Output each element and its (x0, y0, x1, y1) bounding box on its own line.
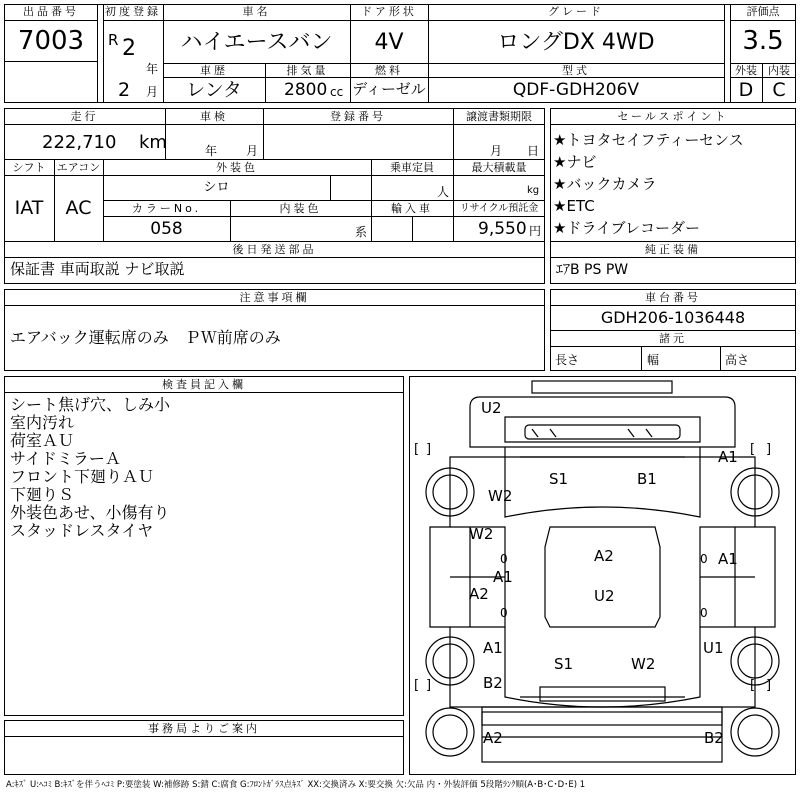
lot-no-label: 出品番号 (23, 5, 79, 18)
inspection-month-unit: 月 (246, 144, 259, 158)
grade: ロングDX 4WD (497, 30, 655, 55)
notes-label: 注意事項欄 (239, 291, 310, 304)
inspector-line: 室内汚れ (10, 413, 75, 432)
shift: IAT (14, 197, 44, 219)
length-label: 長さ (555, 353, 580, 367)
sales-point: ★ドライブレコーダー (553, 219, 700, 237)
later-parts-label: 後日発送部品 (232, 243, 317, 256)
transfer-day-unit: 日 (527, 144, 540, 158)
mileage-label: 走行 (70, 110, 99, 123)
sales-point: ★ナビ (553, 153, 597, 171)
damage-mark: W2 (488, 487, 513, 505)
svg-text:[: [ (414, 442, 420, 457)
score-label: 評価点 (746, 5, 780, 18)
svg-text:[: [ (414, 678, 420, 693)
small-mark: 0 (700, 606, 708, 620)
reg-no-label: 登録番号 (330, 110, 386, 123)
displacement: 2800 (284, 80, 328, 100)
model-label: 型式 (562, 64, 590, 77)
month-unit: 月 (146, 85, 159, 99)
int-color-unit: 系 (355, 225, 368, 239)
score: 3.5 (742, 26, 784, 56)
damage-mark: A1 (718, 448, 738, 466)
car-name-label: 車名 (242, 5, 271, 18)
vehicle-diagram-svg (410, 377, 795, 774)
grade-label: グレード (548, 5, 604, 18)
svg-text:]: ] (426, 442, 432, 457)
model: QDF-GDH206V (512, 80, 640, 100)
damage-mark: S1 (554, 655, 574, 673)
damage-mark: U2 (481, 399, 502, 417)
max-load-unit: kg (527, 185, 540, 196)
inspection-year-unit: 年 (205, 144, 218, 158)
first-reg-month: 2 (118, 79, 131, 101)
small-mark: 0 (700, 552, 708, 566)
width-label: 幅 (647, 353, 660, 367)
ext-color: シロ (203, 180, 230, 195)
small-mark: 0 (500, 606, 508, 620)
car-name: ハイエースバン (180, 30, 333, 55)
int-color-label: 内装色 (279, 202, 322, 215)
fuel-label: 燃料 (375, 64, 403, 77)
shift-label: シフト (12, 161, 46, 174)
damage-mark: S1 (549, 470, 569, 488)
inspector-line: フロント下廻りＡＵ (10, 467, 155, 486)
sales-points-list (553, 129, 744, 239)
door-label: ドア形状 (361, 5, 417, 18)
svg-text:]: ] (766, 442, 772, 457)
recycle-unit: 円 (529, 224, 542, 238)
fuel: ディーゼル (352, 80, 426, 98)
inspector-notes (10, 396, 170, 540)
small-mark: 0 (500, 552, 508, 566)
int-grade-label: 内装 (768, 64, 790, 77)
sales-points-label: セールスポイント (617, 110, 729, 123)
ext-color-label: 外装色 (216, 161, 258, 174)
svg-text:]: ] (426, 678, 432, 693)
damage-mark: B2 (483, 674, 503, 692)
chassis-label: 車台番号 (645, 291, 701, 304)
lot-no: 7003 (17, 26, 85, 56)
first-reg-year: 2 (122, 36, 136, 61)
recycle-label: リサイクル預託金 (459, 203, 539, 214)
sales-point: ★トヨタセイフティーセンス (553, 131, 744, 149)
damage-mark: A2 (483, 729, 503, 747)
inspector-label: 検査員記入欄 (162, 378, 246, 391)
damage-mark: A2 (469, 585, 489, 603)
inspector-line: サイドミラーＡ (10, 449, 121, 468)
transfer-deadline-label: 譲渡書類期限 (466, 110, 532, 123)
damage-mark: A1 (483, 639, 503, 657)
color-no-label: カラーNo. (131, 202, 202, 215)
inspector-line: 下廻りＳ (10, 485, 75, 504)
damage-mark: A1 (718, 550, 738, 568)
history: レンタ (186, 79, 242, 101)
damage-mark: B2 (704, 729, 724, 747)
equip: ｴｱB PS PW (556, 262, 629, 278)
later-parts: 保証書 車両取説 ナビ取説 (10, 260, 185, 278)
office-label: 事務局よりご案内 (148, 722, 260, 735)
damage-mark: A2 (594, 547, 614, 565)
ext-grade-label: 外装 (735, 64, 757, 77)
ext-grade: D (738, 79, 754, 101)
int-grade: C (772, 79, 786, 101)
mileage: 222,710 (42, 132, 117, 153)
sales-point: ★ETC (553, 197, 595, 215)
capacity-unit: 人 (437, 185, 450, 199)
color-no: 058 (150, 219, 183, 239)
damage-mark: A1 (493, 568, 513, 586)
damage-mark: U2 (594, 587, 615, 605)
inspection-label: 車検 (200, 110, 228, 123)
inspector-line: シート焦げ穴、しみ小 (10, 395, 171, 414)
inspector-line: 外装色あせ、小傷有り (10, 503, 170, 522)
svg-text:[: [ (750, 678, 756, 693)
era: R (108, 31, 119, 49)
damage-mark: B1 (637, 470, 657, 488)
ac: AC (65, 197, 92, 219)
inspector-line: スタッドレスタイヤ (10, 521, 154, 540)
ac-label: エアコン (56, 161, 101, 174)
history-label: 車歴 (200, 64, 228, 77)
displacement-label: 排気量 (286, 64, 329, 77)
import-label: 輸入車 (391, 202, 433, 215)
transfer-month-unit: 月 (490, 144, 503, 158)
damage-diagram (409, 376, 796, 775)
sales-point: ★バックカメラ (553, 175, 657, 193)
svg-text:]: ] (766, 678, 772, 693)
recycle-deposit: 9,550 (478, 219, 527, 239)
inspector-line: 荷室ＡＵ (10, 431, 75, 450)
damage-mark: W2 (469, 525, 494, 543)
legend: A:ｷｽﾞ U:ﾍｺﾐ B:ｷｽﾞを伴うﾍｺﾐ P:要塗装 W:補修跡 S:錆 C:腐食 G:ﾌﾛﾝﾄｶﾞﾗｽ点ｷｽﾞ XX:交換済み X:要交換 欠:欠品 内・外装評価 5段階ﾗﾝｸ順(A･B･C･D･E) 1 (6, 780, 586, 790)
first-reg-label: 初度登録 (105, 5, 161, 18)
dims-label: 諸元 (659, 332, 687, 345)
capacity-label: 乗車定員 (390, 161, 434, 174)
mileage-unit: km (139, 132, 167, 153)
svg-text:[: [ (750, 442, 756, 457)
year-unit: 年 (146, 62, 159, 76)
equip-label: 純正装備 (645, 243, 701, 256)
max-load-label: 最大積載量 (471, 161, 527, 174)
height-label: 高さ (725, 353, 750, 367)
door: 4V (374, 30, 404, 55)
chassis-number: GDH206-1036448 (600, 308, 746, 327)
notes-text: エアバック運転席のみ ＰＷ前席のみ (10, 328, 281, 347)
displacement-unit: cc (330, 85, 344, 99)
damage-mark: U1 (703, 639, 724, 657)
damage-mark: W2 (631, 655, 656, 673)
